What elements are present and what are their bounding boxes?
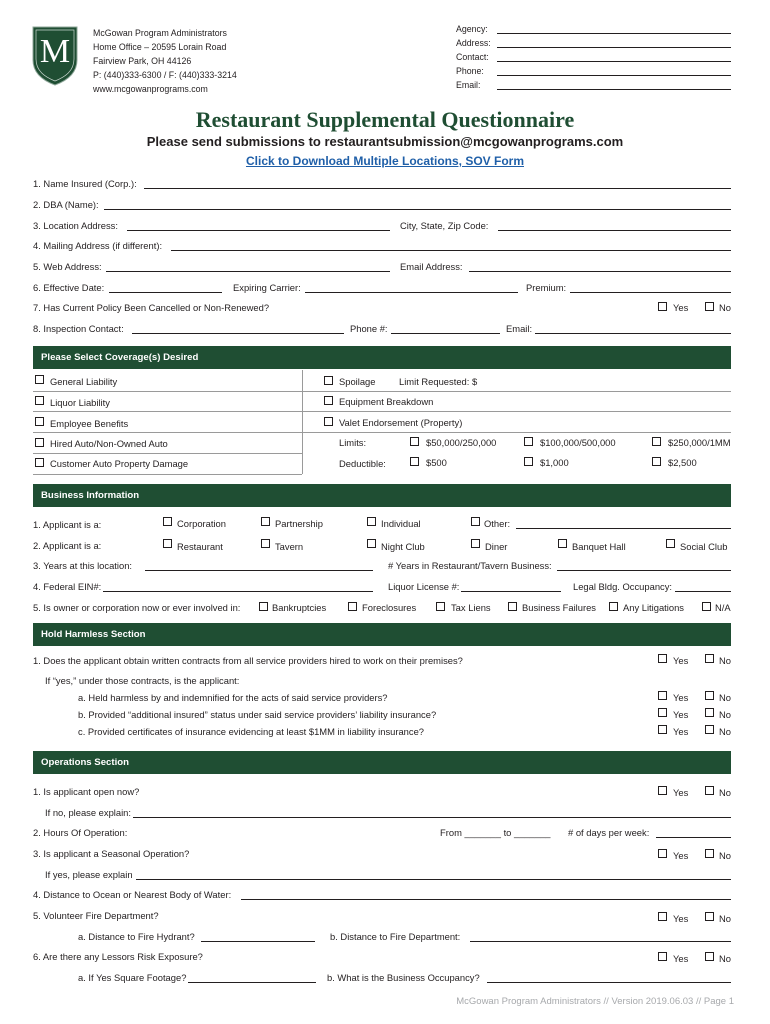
business-occupancy-field[interactable] (487, 982, 731, 983)
open-now-question: 1. Is applicant open now? (33, 786, 140, 797)
email-label: Email: (456, 80, 481, 90)
hired-auto-label: Hired Auto/Non-Owned Auto (50, 438, 168, 449)
cancelled-yes-checkbox[interactable] (658, 302, 667, 311)
inspection-contact-field[interactable] (132, 333, 344, 334)
seasonal-question: 3. Is applicant a Seasonal Operation? (33, 848, 190, 859)
limit-100k-checkbox[interactable] (524, 437, 533, 446)
years-location-field[interactable] (145, 570, 373, 571)
hired-auto-checkbox[interactable] (35, 438, 44, 447)
business-section-title: Business Information (41, 490, 140, 501)
foreclosures-label: Foreclosures (362, 602, 417, 613)
other-field[interactable] (516, 528, 731, 529)
held-harmless-yes-label: Yes (673, 692, 689, 703)
deductible-2500-checkbox[interactable] (652, 457, 661, 466)
seasonal-no-label: No (719, 850, 731, 861)
limit-50k-checkbox[interactable] (410, 437, 419, 446)
tax-liens-checkbox[interactable] (436, 602, 445, 611)
company-city: Fairview Park, OH 44126 (93, 56, 192, 66)
phone-field[interactable] (497, 75, 731, 76)
days-per-week-field[interactable] (656, 837, 731, 838)
written-contracts-yes-checkbox[interactable] (658, 654, 667, 663)
coverage-row-line (33, 391, 731, 392)
certificates-yes-checkbox[interactable] (658, 725, 667, 734)
partnership-checkbox[interactable] (261, 517, 270, 526)
employee-benefits-checkbox[interactable] (35, 417, 44, 426)
social-club-checkbox[interactable] (666, 539, 675, 548)
contact-label: Contact: (456, 52, 489, 62)
days-per-week-label: # of days per week: (568, 827, 650, 838)
liquor-license-field[interactable] (461, 591, 561, 592)
liquor-liability-checkbox[interactable] (35, 396, 44, 405)
city-state-zip-field[interactable] (498, 230, 731, 231)
inspection-email-label: Email: (506, 323, 533, 334)
corporation-label: Corporation (177, 518, 226, 529)
fire-hydrant-label: a. Distance to Fire Hydrant? (78, 931, 195, 942)
tavern-label: Tavern (275, 541, 304, 552)
na-label: N/A (715, 602, 731, 613)
business-section-header (33, 484, 731, 507)
customer-auto-checkbox[interactable] (35, 458, 44, 467)
mailing-address-field[interactable] (171, 250, 731, 251)
foreclosures-checkbox[interactable] (348, 602, 357, 611)
page-footer: McGowan Program Administrators // Version 2019.06.03 // Page 1 (456, 996, 734, 1007)
federal-ein-field[interactable] (103, 591, 373, 592)
individual-checkbox[interactable] (367, 517, 376, 526)
location-address-label: 3. Location Address: (33, 220, 118, 231)
premium-label: Premium: (526, 282, 567, 293)
web-address-field[interactable] (106, 271, 390, 272)
seasonal-yes-label: Yes (673, 850, 689, 861)
social-club-label: Social Club (680, 541, 728, 552)
valet-endorsement-label: Valet Endorsement (Property) (339, 417, 463, 428)
open-now-no-checkbox[interactable] (705, 786, 714, 795)
held-harmless-no-checkbox[interactable] (705, 691, 714, 700)
operations-section-title: Operations Section (41, 757, 129, 768)
if-no-explain-field[interactable] (133, 817, 731, 818)
liquor-liability-label: Liquor Liability (50, 397, 110, 408)
certificates-no-label: No (719, 726, 731, 737)
company-phone-fax: P: (440)333-6300 / F: (440)333-3214 (93, 70, 237, 80)
expiring-carrier-label: Expiring Carrier: (233, 282, 301, 293)
federal-ein-label: 4. Federal EIN#: (33, 581, 102, 592)
lessors-risk-no-label: No (719, 953, 731, 964)
square-footage-label: a. If Yes Square Footage? (78, 972, 187, 983)
cancelled-yes-label: Yes (673, 302, 689, 313)
mailing-address-label: 4. Mailing Address (if different): (33, 240, 163, 251)
certificates-no-checkbox[interactable] (705, 725, 714, 734)
customer-auto-label: Customer Auto Property Damage (50, 458, 189, 469)
inspection-contact-label: 8. Inspection Contact: (33, 323, 124, 334)
applicant-business-label: 2. Applicant is a: (33, 540, 102, 551)
distance-water-label: 4. Distance to Ocean or Nearest Body of Water: (33, 889, 232, 900)
coverage-row-line (33, 453, 302, 454)
written-contracts-no-label: No (719, 655, 731, 666)
limit-250k-label: $250,000/1MM (668, 437, 731, 448)
employee-benefits-label: Employee Benefits (50, 418, 129, 429)
if-yes-explain-field[interactable] (136, 879, 731, 880)
premium-field[interactable] (570, 292, 731, 293)
individual-label: Individual (381, 518, 421, 529)
liquor-license-label: Liquor License #: (388, 581, 460, 592)
dba-field[interactable] (104, 209, 731, 210)
cancelled-no-label: No (719, 302, 731, 313)
litigations-checkbox[interactable] (609, 602, 618, 611)
submission-email-line: Please send submissions to restaurantsubmission@mcgowanprograms.com (146, 134, 624, 149)
company-name: McGowan Program Administrators (93, 28, 227, 38)
equipment-breakdown-checkbox[interactable] (324, 396, 333, 405)
business-occupancy-label: b. What is the Business Occupancy? (327, 972, 480, 983)
tavern-checkbox[interactable] (261, 539, 270, 548)
company-address: Home Office – 20595 Lorain Road (93, 42, 227, 52)
additional-insured-question: b. Provided “additional insured” status under said service providers’ liability insurance? (78, 709, 437, 720)
form-title: Restaurant Supplemental Questionnaire (195, 107, 575, 132)
owner-involved-label: 5. Is owner or corporation now or ever involved in: (33, 602, 241, 613)
deductible-1000-label: $1,000 (540, 457, 569, 468)
lessors-risk-question: 6. Are there any Lessors Risk Exposure? (33, 951, 203, 962)
deductible-label: Deductible: (339, 458, 386, 469)
hours-operation-label: 2. Hours Of Operation: (33, 827, 128, 838)
additional-insured-no-checkbox[interactable] (705, 708, 714, 717)
held-harmless-no-label: No (719, 692, 731, 703)
operations-section-header (33, 751, 731, 774)
years-location-label: 3. Years at this location: (33, 560, 133, 571)
limit-requested-label: Limit Requested: $ (399, 376, 478, 387)
written-contracts-question: 1. Does the applicant obtain written contracts from all service providers hired to work on their premises? (33, 655, 463, 666)
other-checkbox[interactable] (471, 517, 480, 526)
distance-water-field[interactable] (241, 899, 731, 900)
inspection-phone-field[interactable] (391, 333, 500, 334)
diner-label: Diner (485, 541, 508, 552)
certificates-yes-label: Yes (673, 726, 689, 737)
hold-harmless-section-title: Hold Harmless Section (41, 629, 146, 640)
inspection-email-field[interactable] (535, 333, 731, 334)
open-now-yes-checkbox[interactable] (658, 786, 667, 795)
deductible-500-label: $500 (426, 457, 447, 468)
litigations-label: Any Litigations (623, 602, 684, 613)
bankruptcies-label: Bankruptcies (272, 602, 327, 613)
general-liability-checkbox[interactable] (35, 375, 44, 384)
legal-occupancy-field[interactable] (675, 591, 731, 592)
volunteer-fire-no-checkbox[interactable] (705, 912, 714, 921)
if-no-explain-label: If no, please explain: (45, 807, 131, 818)
hours-from-to[interactable]: From _______ to _______ (440, 827, 551, 838)
inspection-phone-label: Phone #: (350, 323, 388, 334)
held-harmless-question: a. Held harmless by and indemnified for the acts of said service providers? (78, 692, 388, 703)
written-contracts-yes-label: Yes (673, 655, 689, 666)
volunteer-fire-no-label: No (719, 913, 731, 924)
square-footage-field[interactable] (188, 982, 316, 983)
limit-50k-label: $50,000/250,000 (426, 437, 497, 448)
email-field[interactable] (497, 89, 731, 90)
additional-insured-yes-label: Yes (673, 709, 689, 720)
limits-label: Limits: (339, 437, 367, 448)
spoilage-checkbox[interactable] (324, 376, 333, 385)
coverage-row-line (33, 411, 731, 412)
written-contracts-no-checkbox[interactable] (705, 654, 714, 663)
fire-hydrant-field[interactable] (201, 941, 315, 942)
expiring-carrier-field[interactable] (305, 292, 518, 293)
years-tavern-label: # Years in Restaurant/Tavern Business: (388, 560, 552, 571)
restaurant-label: Restaurant (177, 541, 223, 552)
deductible-2500-label: $2,500 (668, 457, 697, 468)
banquet-hall-label: Banquet Hall (572, 541, 626, 552)
coverage-section-header (33, 346, 731, 369)
legal-occupancy-label: Legal Bldg. Occupancy: (573, 581, 673, 592)
address-label: Address: (456, 38, 491, 48)
city-state-zip-label: City, State, Zip Code: (400, 220, 489, 231)
limit-250k-checkbox[interactable] (652, 437, 661, 446)
other-label: Other: (484, 518, 511, 529)
cancelled-question: 7. Has Current Policy Been Cancelled or Non-Renewed? (33, 302, 270, 313)
open-now-yes-label: Yes (673, 787, 689, 798)
lessors-risk-no-checkbox[interactable] (705, 952, 714, 961)
coverage-row-line (33, 432, 731, 433)
held-harmless-yes-checkbox[interactable] (658, 691, 667, 700)
coverage-section-title: Please Select Coverage(s) Desired (41, 352, 199, 363)
download-sov-link[interactable]: Click to Download Multiple Locations, SOV Form (245, 154, 524, 168)
company-website[interactable]: www.mcgowanprograms.com (93, 84, 208, 94)
volunteer-fire-question: 5. Volunteer Fire Department? (33, 910, 159, 921)
volunteer-fire-yes-checkbox[interactable] (658, 912, 667, 921)
certificates-question: c. Provided certificates of insurance evidencing at least $1MM in liability insurance? (78, 726, 425, 737)
spoilage-label: Spoilage (339, 376, 376, 387)
agency-label: Agency: (456, 24, 488, 34)
web-address-label: 5. Web Address: (33, 261, 102, 272)
applicant-type-label: 1. Applicant is a: (33, 519, 102, 530)
logo-letter: M (39, 33, 71, 70)
name-insured-field[interactable] (144, 188, 731, 189)
agency-field[interactable] (497, 33, 731, 34)
location-address-field[interactable] (127, 230, 390, 231)
effective-date-field[interactable] (109, 292, 222, 293)
email-address-label: Email Address: (400, 261, 463, 272)
business-failures-label: Business Failures (522, 602, 596, 613)
hold-harmless-section-header (33, 623, 731, 646)
general-liability-label: General Liability (50, 376, 118, 387)
cancelled-no-checkbox[interactable] (705, 302, 714, 311)
contact-field[interactable] (497, 61, 731, 62)
email-address-field[interactable] (469, 271, 731, 272)
company-logo (32, 26, 78, 86)
if-yes-contracts-label: If “yes,” under those contracts, is the applicant: (45, 675, 240, 686)
deductible-500-checkbox[interactable] (410, 457, 419, 466)
seasonal-yes-checkbox[interactable] (658, 849, 667, 858)
na-checkbox[interactable] (702, 602, 711, 611)
lessors-risk-yes-checkbox[interactable] (658, 952, 667, 961)
coverage-row-line (33, 474, 302, 475)
address-field[interactable] (497, 47, 731, 48)
open-now-no-label: No (719, 787, 731, 798)
if-yes-explain-label: If yes, please explain (45, 869, 133, 880)
partnership-label: Partnership (275, 518, 323, 529)
business-failures-checkbox[interactable] (508, 602, 517, 611)
tax-liens-label: Tax Liens (451, 602, 491, 613)
equipment-breakdown-label: Equipment Breakdown (339, 396, 434, 407)
restaurant-checkbox[interactable] (163, 539, 172, 548)
diner-checkbox[interactable] (471, 539, 480, 548)
lessors-risk-yes-label: Yes (673, 953, 689, 964)
bankruptcies-checkbox[interactable] (259, 602, 268, 611)
fire-department-label: b. Distance to Fire Department: (330, 931, 461, 942)
deductible-1000-checkbox[interactable] (524, 457, 533, 466)
valet-endorsement-checkbox[interactable] (324, 417, 333, 426)
corporation-checkbox[interactable] (163, 517, 172, 526)
effective-date-label: 6. Effective Date: (33, 282, 105, 293)
seasonal-no-checkbox[interactable] (705, 849, 714, 858)
night-club-label: Night Club (381, 541, 425, 552)
dba-label: 2. DBA (Name): (33, 199, 99, 210)
name-insured-label: 1. Name Insured (Corp.): (33, 178, 137, 189)
coverage-divider (302, 370, 303, 474)
limit-100k-label: $100,000/500,000 (540, 437, 616, 448)
night-club-checkbox[interactable] (367, 539, 376, 548)
banquet-hall-checkbox[interactable] (558, 539, 567, 548)
volunteer-fire-yes-label: Yes (673, 913, 689, 924)
additional-insured-yes-checkbox[interactable] (658, 708, 667, 717)
years-tavern-field[interactable] (557, 570, 731, 571)
phone-label: Phone: (456, 66, 484, 76)
additional-insured-no-label: No (719, 709, 731, 720)
fire-department-field[interactable] (470, 941, 731, 942)
